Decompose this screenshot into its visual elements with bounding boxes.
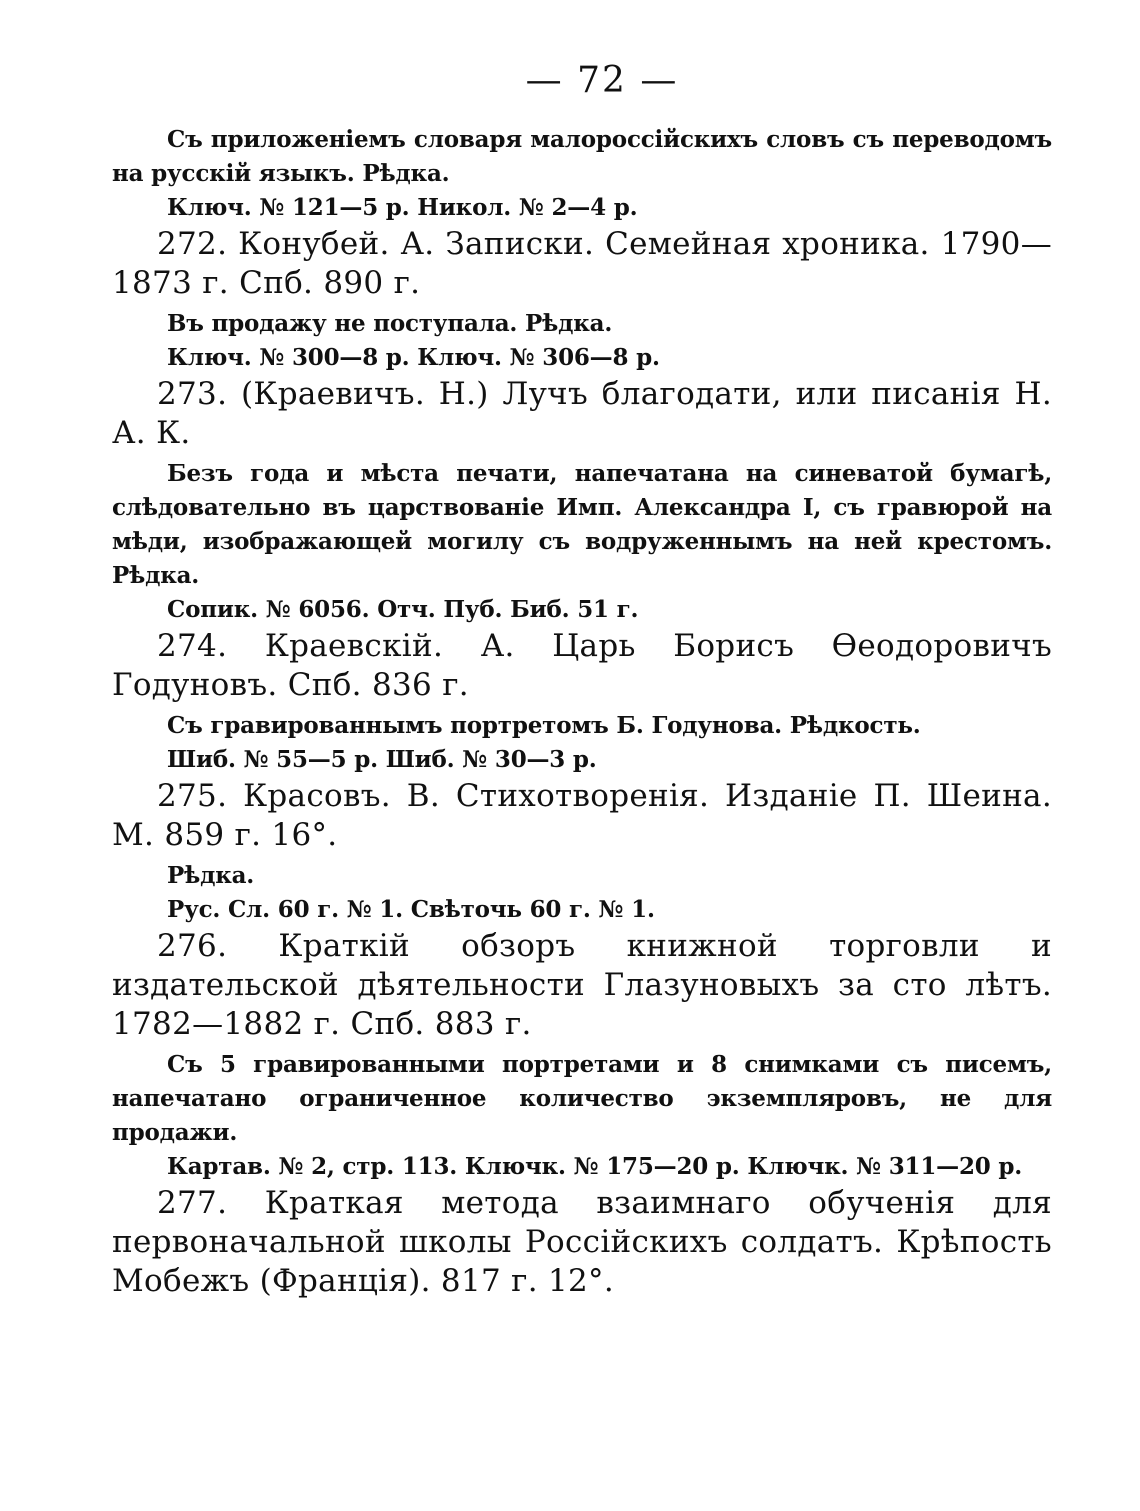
entry-heading: 276. Краткій обзоръ книжной торговли и издательской дѣятельности Глазуновыхъ за сто лѣтъ. 1782—1882 г. Спб. 883 г. <box>112 928 1052 1042</box>
entry-reference: Сопик. № 6056. Отч. Пуб. Биб. 51 г. <box>167 596 639 623</box>
entry-note: Съ гравированнымъ портретомъ Б. Годунова. Рѣдкость. <box>167 712 921 739</box>
entry-note: Въ продажу не поступала. Рѣдка. <box>167 310 613 337</box>
entry-reference: Ключ. № 300—8 р. Ключ. № 306—8 р. <box>167 344 660 371</box>
entry-heading: 275. Красовъ. В. Стихотворенія. Изданіе П. Шеина. М. 859 г. 16°. <box>112 778 1052 853</box>
entry-note: Съ 5 гравированными портретами и 8 снимками съ писемъ, напечатано ограниченное количество экземпляровъ, не для продажи. <box>112 1051 1052 1146</box>
entry-reference: Шиб. № 55—5 р. Шиб. № 30—3 р. <box>167 746 597 773</box>
entry-reference: Рус. Сл. 60 г. № 1. Свѣточь 60 г. № 1. <box>167 896 655 923</box>
entry-note: Съ приложеніемъ словаря малороссійскихъ словъ съ переводомъ на русскій языкъ. Рѣдка. <box>112 126 1052 187</box>
entry-reference: Картав. № 2, стр. 113. Ключк. № 175—20 р. Ключк. № 311—20 р. <box>167 1153 1023 1180</box>
entry-reference: Ключ. № 121—5 р. Никол. № 2—4 р. <box>167 194 638 221</box>
entry-note: Безъ года и мѣста печати, напечатана на синеватой бумагѣ, слѣдовательно въ царствованіе Имп. Александра I, съ гравюрой на мѣди, изображающей могилу съ водруженнымъ на ней крестомъ. Рѣдка. <box>112 460 1052 589</box>
entry-heading: 273. (Краевичъ. Н.) Лучъ благодати, или писанія Н. А. К. <box>112 376 1052 451</box>
catalog-entries <box>112 123 1052 1301</box>
page-number: — 72 — <box>525 60 679 101</box>
entry-note: Рѣдка. <box>167 862 255 889</box>
entry-heading: 272. Конубей. А. Записки. Семейная хроника. 1790—1873 г. Спб. 890 г. <box>112 226 1052 301</box>
entry-heading: 274. Краевскій. А. Царь Борисъ Ѳеодоровичъ Годуновъ. Спб. 836 г. <box>112 628 1052 703</box>
entry-heading: 277. Краткая метода взаимнаго обученія для первоначальной школы Россійскихъ солдатъ. Крѣпость Мобежъ (Францiя). 817 г. 12°. <box>112 1185 1052 1299</box>
